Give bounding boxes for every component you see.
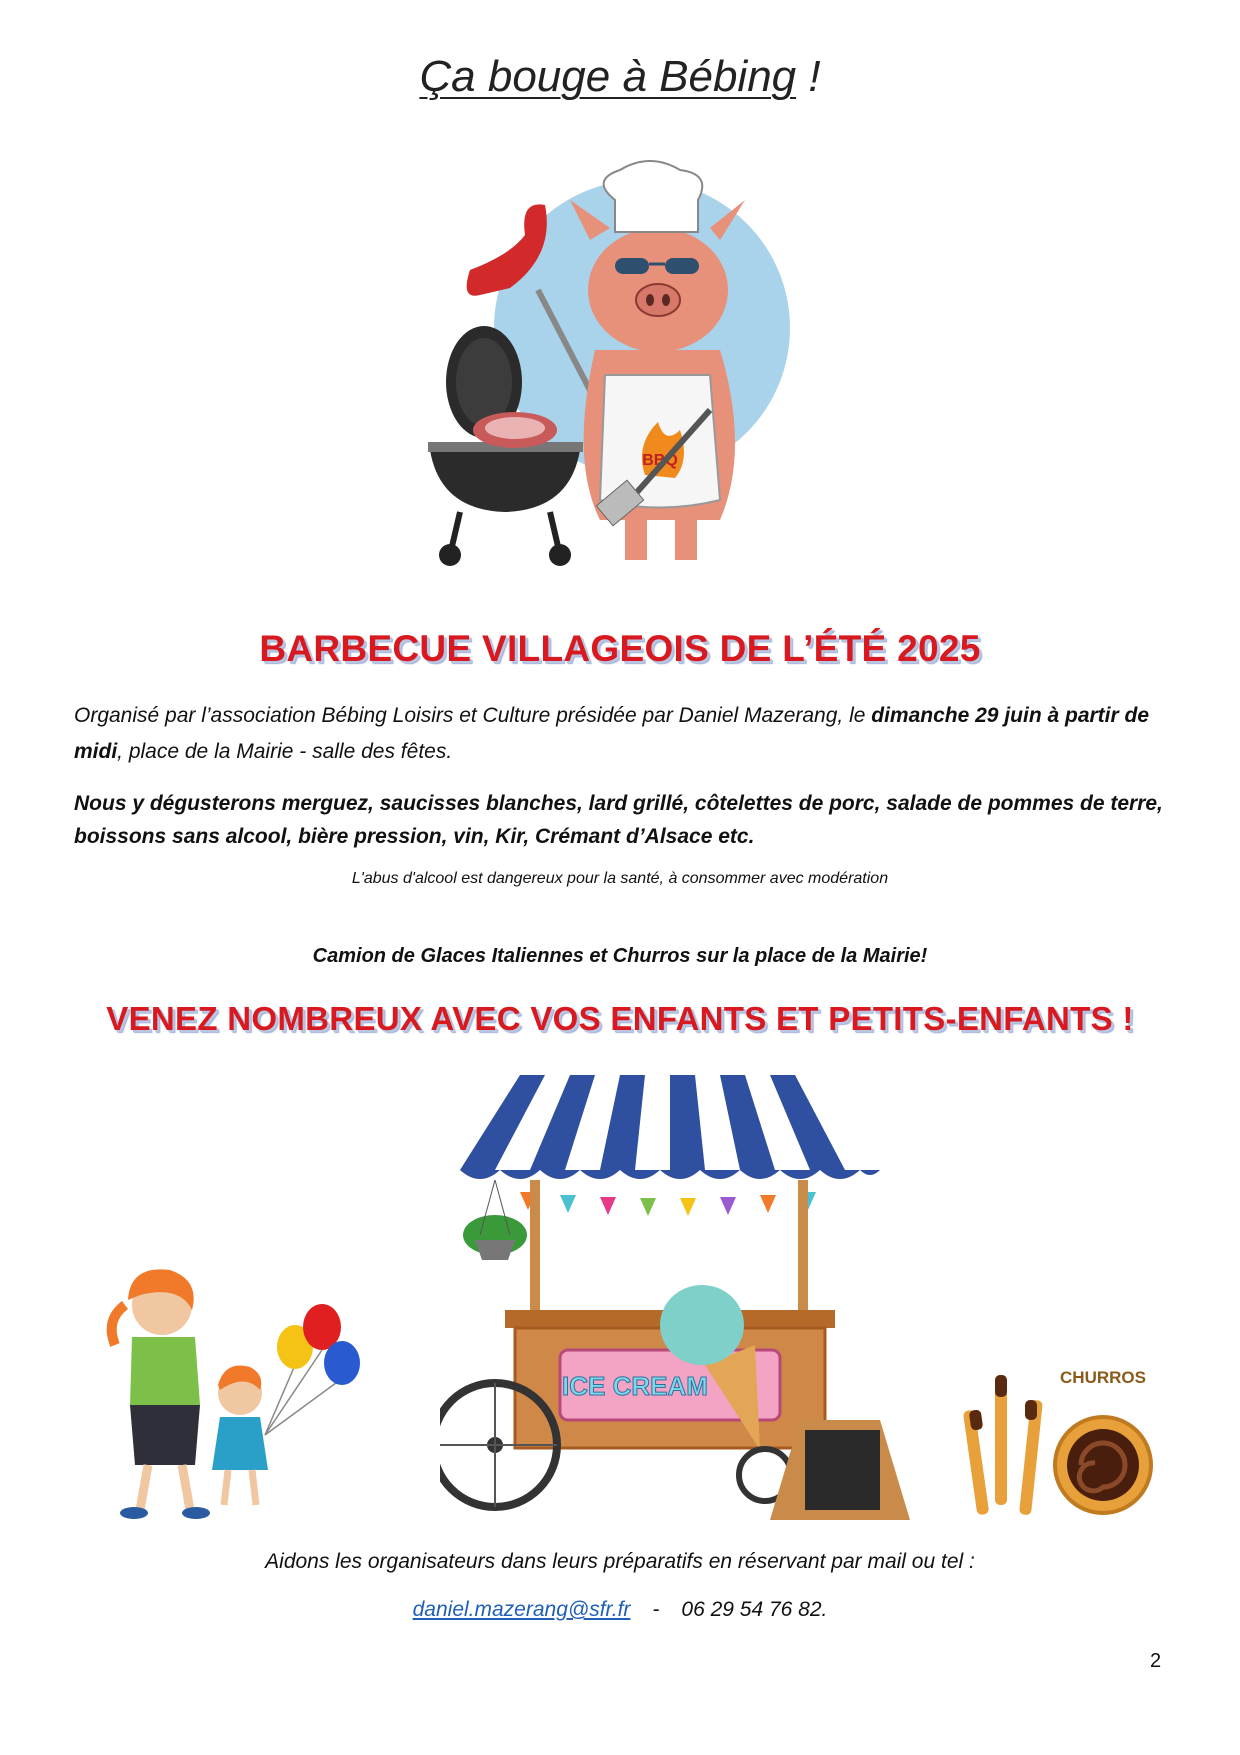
alcohol-warning: L'abus d'alcool est dangereux pour la santé, à consommer avec modération — [351, 870, 889, 887]
page-title-text: Ça bouge à Bébing — [419, 52, 797, 101]
family-balloons-illustration — [100, 1265, 365, 1525]
intro-text-part1: Organisé par l’association Bébing Loisirs et Culture présidée par Daniel Mazerang, le — [74, 704, 872, 727]
contact-separator: - — [652, 1598, 660, 1621]
intro-date: dimanche 29 juin à partir de midi — [74, 704, 1150, 763]
barbecue-headline: BARBECUE VILLAGEOIS DE L’ÉTÉ 2025 — [259, 628, 981, 669]
intro-text-part2: , place de la Mairie - salle des fêtes. — [117, 740, 453, 763]
menu-paragraph: Nous y dégusterons merguez, saucisses blanches, lard grillé, côtelettes de porc, salade de pommes de terre, boissons sans alcool, bière pression, vin, Kir, Crémant d’Alsace etc. — [74, 792, 1163, 848]
grill-bowl-icon — [430, 450, 580, 512]
mother-shirt-icon — [130, 1337, 200, 1405]
bbq-pig-illustration — [420, 160, 800, 580]
page-title — [0, 52, 1240, 102]
ice-cream-truck-text: Camion de Glaces Italiennes et Churros sur la place de la Mairie! — [312, 945, 928, 967]
child-dress-icon — [212, 1417, 268, 1470]
apron-label: BBQ — [642, 452, 678, 469]
sunglasses-icon — [615, 258, 649, 274]
chef-hat-icon — [604, 161, 703, 232]
balloon-blue-icon — [324, 1341, 360, 1385]
page-number: 2 — [1150, 1650, 1162, 1672]
churros-sticks-icon — [963, 1375, 1043, 1515]
phone-number: 06 29 54 76 82. — [681, 1598, 828, 1621]
churros-label: CHURROS — [1060, 1368, 1146, 1387]
contact-line — [0, 1598, 1240, 1622]
intro-paragraph — [74, 698, 1174, 770]
ice-cream-sign-text: ICE CREAM — [562, 1371, 708, 1401]
page-title-exclamation: ! — [796, 52, 821, 101]
reservation-text: Aidons les organisateurs dans leurs préparatifs en réservant par mail ou tel : — [265, 1550, 975, 1573]
churros-illustration — [955, 1355, 1155, 1530]
chalkboard-icon — [805, 1430, 880, 1510]
ice-cream-scoop-icon — [660, 1285, 744, 1365]
ice-cream-cart-illustration — [440, 1070, 940, 1525]
bunting-flags-icon — [520, 1192, 816, 1216]
come-numerous-headline: VENEZ NOMBREUX AVEC VOS ENFANTS ET PETITS-ENFANTS ! — [106, 1000, 1134, 1037]
email-link[interactable]: daniel.mazerang@sfr.fr — [412, 1598, 631, 1621]
